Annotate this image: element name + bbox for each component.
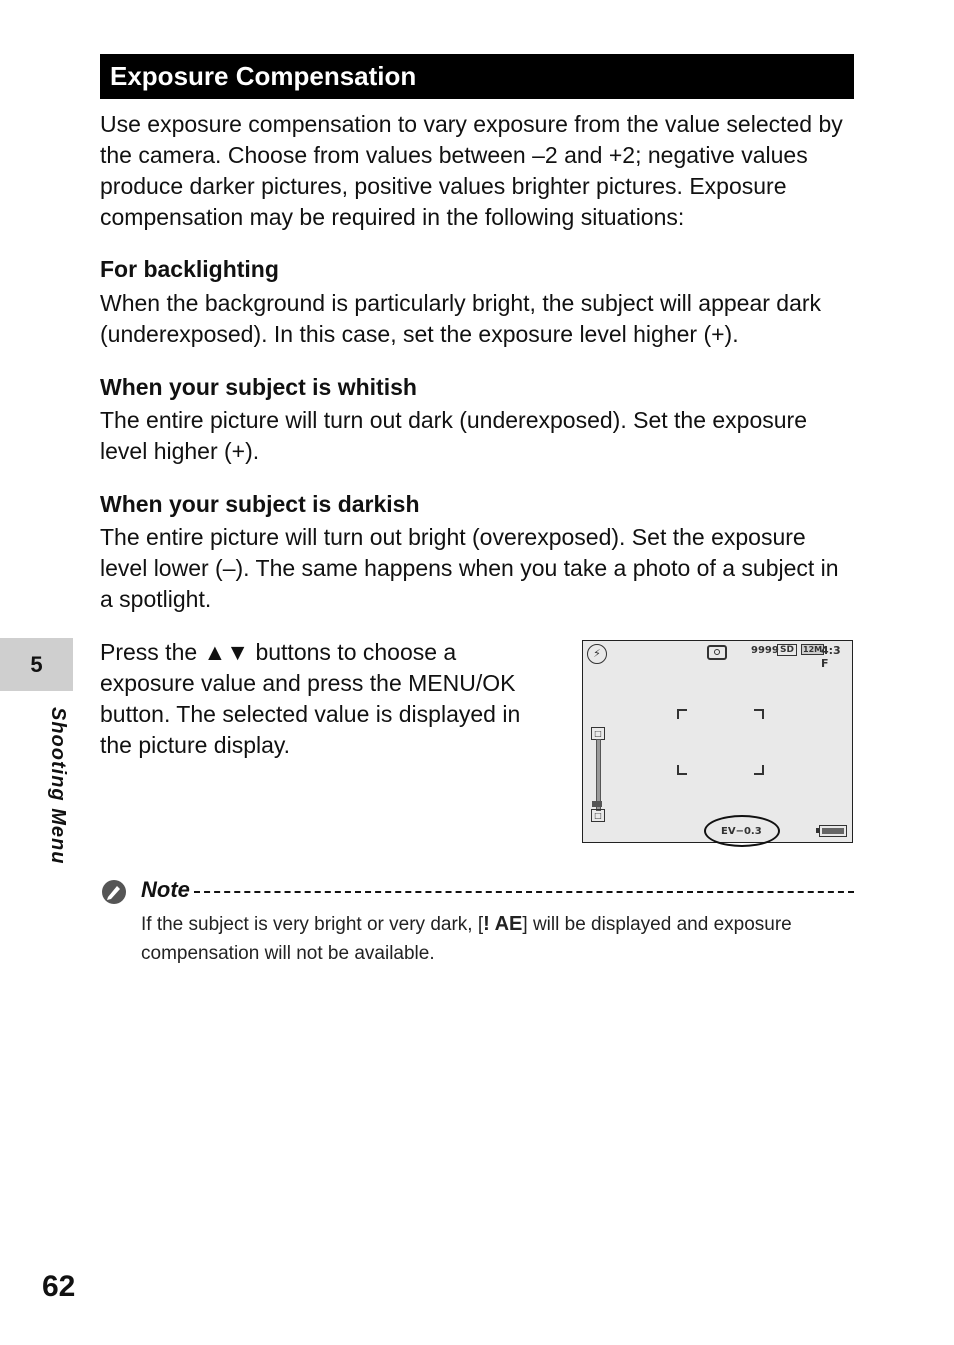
intro-paragraph: Use exposure compensation to vary exposure from the value selected by the camera. Choose from values between –2 and +2; negative values produce darker pictures, positive values brighter pictures. Exposure compensation may be required in the following situations:: [100, 111, 843, 230]
note-text-before: If the subject is very bright or very dark, [: [141, 914, 484, 935]
chapter-label: Shooting Menu: [47, 707, 69, 865]
zoom-indicator: [592, 801, 602, 807]
sd-card-icon: SD: [777, 644, 797, 656]
instruction-text: Press the ▲▼ buttons to choose a exposure value and press the MENU/OK button. The selected value is displayed in the picture display.: [100, 639, 521, 758]
note-divider: [194, 891, 854, 893]
flash-icon: ⚡: [587, 644, 607, 664]
backlighting-text: When the background is particularly bright, the subject will appear dark (underexposed). In this case, set the exposure level higher (+).: [100, 290, 822, 347]
chapter-number-tab: 5: [0, 638, 73, 691]
darkish-heading: When your subject is darkish: [100, 491, 420, 517]
note-heading: Note: [141, 877, 190, 902]
image-size-icon: 12M: [803, 645, 823, 654]
ev-value: EV−0.3: [721, 826, 762, 837]
af-frame-corner: [677, 709, 687, 719]
note-text-after: ] will be displayed and exposure compensation will not be available.: [141, 914, 792, 964]
zoom-tele-icon: □: [591, 727, 605, 740]
darkish-text: The entire picture will turn out bright (overexposed). Set the exposure level lower (–). The same happens when you take a photo of a subject in a spotlight.: [100, 524, 839, 612]
note-text: [141, 910, 853, 968]
zoom-wide-icon: □: [591, 809, 605, 822]
shots-remaining: 9999: [751, 645, 779, 656]
camera-mode-icon: [707, 645, 727, 660]
whitish-heading: When your subject is whitish: [100, 374, 417, 400]
camera-screen-illustration: [582, 640, 853, 843]
ae-warning-symbol: ! AE: [483, 913, 523, 935]
section-title: Exposure Compensation: [100, 54, 854, 99]
aspect-ratio-icon: 4:3 F: [821, 644, 841, 670]
af-frame-corner: [754, 765, 764, 775]
af-frame-corner: [677, 765, 687, 775]
note-pencil-icon: [101, 879, 127, 905]
af-frame-corner: [754, 709, 764, 719]
battery-icon: [819, 825, 847, 837]
page-number: 62: [42, 1270, 76, 1303]
whitish-text: The entire picture will turn out dark (underexposed). Set the exposure level higher (+).: [100, 407, 807, 464]
backlighting-heading: For backlighting: [100, 256, 279, 282]
